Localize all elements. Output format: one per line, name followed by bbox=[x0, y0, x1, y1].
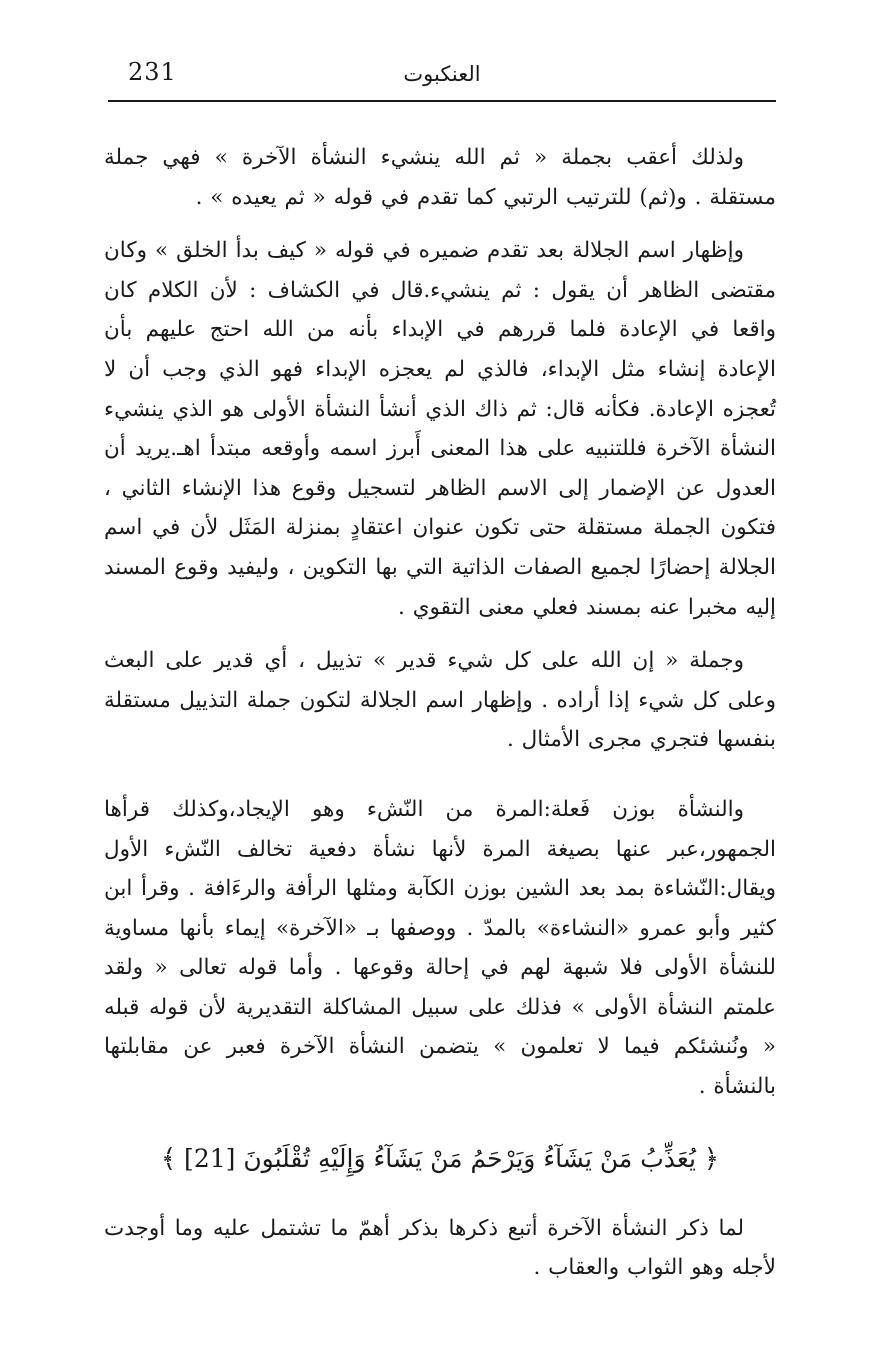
verse-open-bracket: ﴿ bbox=[703, 1143, 720, 1174]
page-number: 231 bbox=[128, 58, 177, 86]
header-rule bbox=[108, 100, 776, 102]
verse-close-bracket: ﴾ bbox=[160, 1143, 177, 1174]
paragraph-2: وإظهار اسم الجلالة بعد تقدم ضميره في قوله « كيف بدأ الخلق » وكان مقتضى الظاهر أن يقول : ثم ينشيء.قال في الكشاف : لأن الكلام كان واقعا في الإعادة فلما قررهم في الإبداء بأنه من الله احتج عليهم بأن الإعادة إنشاء مثل الإبداء، فالذي لم يعجزه الإبداء فهو الذي وجب أن لا تُعجزه الإعادة. فكأنه قال: ثم ذاك الذي أنشأ النشأة الأولى هو الذي ينشيء النشأة الآخرة فللتنبيه على هذا المعنى أَبرز اسمه وأوقعه مبتدأ اهـ.يريد أن العدول عن الإضمار إلى الاسم الظاهر لتسجيل وقوع هذا الإنشاء الثاني ، فتكون الجملة مستقلة حتى تكون عنوان اعتقادٍ بمنزلة المَثَل لأن في اسم الجلالة إحضارًا لجميع الصفات الذاتية التي بها التكوين ، وليفيد وقوع المسند إليه مخبرا عنه بمسند فعلي معنى التقوي . bbox=[104, 238, 776, 620]
verse-text: يُعَذِّبُ مَنْ يَشَآءُ وَيَرْحَمُ مَنْ يَشَآءُ وَإِلَيْهِ تُقْلَبُونَ [21] bbox=[184, 1143, 696, 1173]
paragraph-3: وجملة « إن الله على كل شيء قدير » تذييل ، أي قدير على البعث وعلى كل شيء إذا أراده . وإظهار اسم الجلالة لتكون جملة التذييل مستقلة بنفسها فتجري مجرى الأمثال . bbox=[104, 648, 776, 753]
page-header bbox=[108, 52, 776, 100]
quran-verse bbox=[104, 1137, 776, 1181]
running-title: العنكبوت bbox=[403, 62, 481, 86]
paragraph-5: لما ذكر النشأة الآخرة أتبع ذكرها بذكر أهمّ ما تشتمل عليه وما أوجدت لأجله وهو الثواب والعقاب . bbox=[104, 1215, 776, 1281]
paragraph-4: والنشأة بوزن فَعلة:المرة من النّشء وهو الإيجاد،وكذلك قرأها الجمهور،عبر عنها بصيغة المرة لأنها نشأة دفعية تخالف النّشء الأول ويقال:النّشاءة بمد بعد الشين بوزن الكآبة ومثلها الرأفة والرءَافة . وقرأ ابن كثير وأبو عمرو «النشاءة» بالمدّ . ووصفها بـ «الآخرة» إيماء بأنها مساوية للنشأة الأولى فلا شبهة لهم في إحالة وقوعها . وأما قوله تعالى « ولقد علمتم النشأة الأولى » فذلك على سبيل المشاكلة التقديرية لأن قوله قبله « ونُنشئكم فيما لا تعلمون » يتضمن النشأة الآخرة فعبر عن مقابلتها بالنشأة . bbox=[104, 796, 776, 1100]
page-body bbox=[104, 138, 776, 1288]
paragraph-1: ولذلك أعقب بجملة « ثم الله ينشيء النشأة الآخرة » فهي جملة مستقلة . و(ثم) للترتيب الرتبي كما تقدم في قوله « ثم يعيده » . bbox=[104, 145, 776, 210]
